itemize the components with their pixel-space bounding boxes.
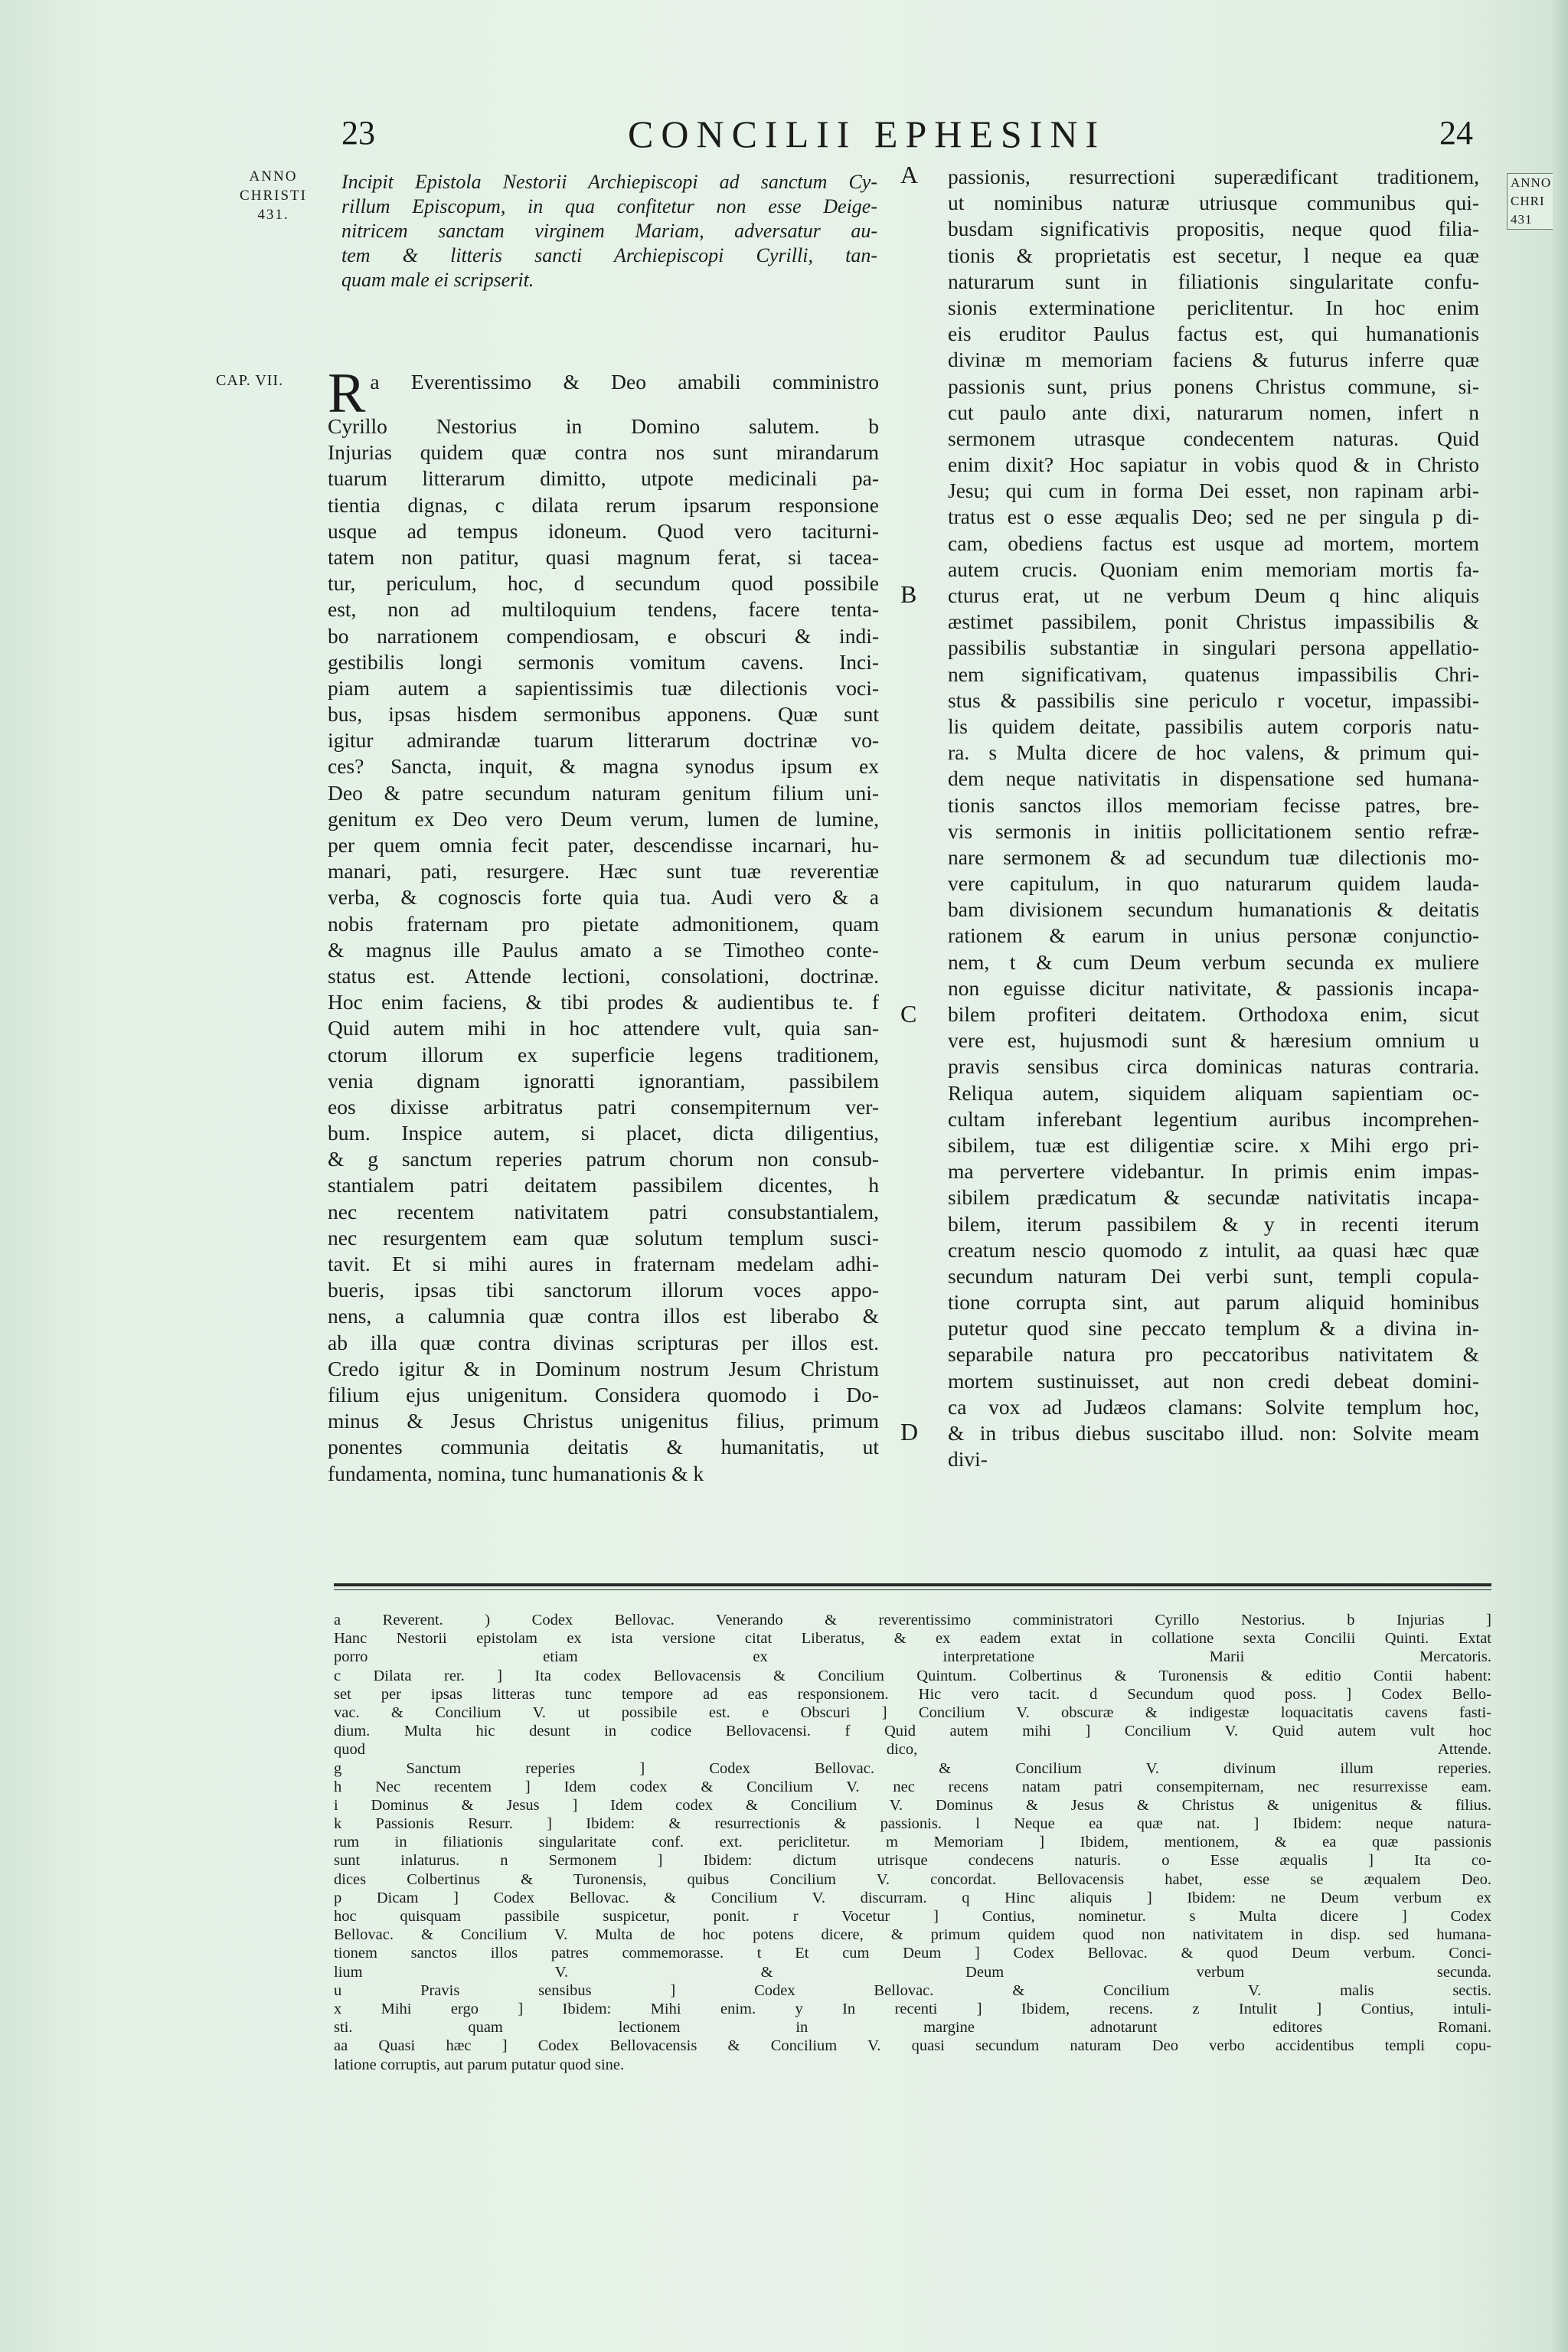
left-column-line-text: bus, ipsas hisdem sermonibus apponens. Quæ sunt — [328, 702, 879, 727]
left-column-line — [328, 963, 879, 989]
left-column-line-text: tavit. Et si mihi aures in fraternam medelam adhi- — [328, 1252, 879, 1276]
footnote-line-text: x Mihi ergo ] Ibidem: Mihi enim. y In recenti ] Ibidem, recens. z Intulit ] Contius, intuli- — [334, 2000, 1491, 2017]
heading-line: quam male ei scripserit. — [341, 269, 534, 291]
right-column-line-text: æstimet passibilem, ponit Christus impassibilis & — [948, 609, 1479, 634]
left-column-line — [328, 884, 879, 910]
right-column-line — [948, 478, 1479, 504]
right-column-line-text: divinæ m memoriam faciens & futurus inferre quæ — [948, 348, 1479, 372]
footnote-line — [334, 1926, 1491, 1944]
right-column-line-text: naturarum sunt in filiationis singularitate confu- — [948, 269, 1479, 293]
right-column-line-text: bam divisionem secundum humanationis & deitatis — [948, 897, 1479, 922]
left-column-line — [328, 1146, 879, 1172]
footnote-line-text: porro etiam ex interpretatione Marii Mercatoris. — [334, 1648, 1491, 1666]
right-column-line — [948, 792, 1479, 818]
left-column-line-text: ab illa quæ contra divinas scripturas per illos est. — [328, 1330, 879, 1354]
footnote-line — [334, 1889, 1491, 1907]
right-column-line-text: cut paulo ante dixi, naturarum nomen, infert n — [948, 400, 1479, 424]
left-column-line-text: fundamenta, nomina, tunc humanationis & k — [328, 1461, 704, 1485]
left-column-line — [328, 1068, 879, 1094]
left-column-line — [328, 675, 879, 701]
left-column-line-text: nec recentem nativitatem patri consubstantialem, — [328, 1199, 879, 1223]
right-column-line-text: passionis, resurrectioni superædificant traditionem, — [948, 165, 1479, 188]
footnote-rule — [334, 1583, 1491, 1586]
right-column-line — [948, 504, 1479, 530]
left-column-line — [328, 780, 879, 806]
left-column-line-text: tientia dignas, c dilata rerum ipsarum responsione — [328, 492, 879, 517]
left-column-line-text: Cyrillo Nestorius in Domino salutem. b — [328, 414, 879, 438]
left-column-line-text: gestibilis longi sermonis vomitum cavens. Inci- — [328, 649, 879, 674]
right-column-line — [948, 609, 1479, 635]
footnote-line — [334, 1759, 1491, 1778]
right-column-line — [948, 1080, 1479, 1106]
footnote-line-text: set per ipsas litteras tunc tempore ad eas responsionem. Hic vero tacit. d Secundum quod poss. ] Codex Bello- — [334, 1685, 1491, 1703]
right-column-line-text: separabile natura pro peccatoribus nativitatem & — [948, 1342, 1479, 1367]
left-column-line-text: status est. Attende lectioni, consolationi, doctrinæ. — [328, 963, 879, 988]
footnote-line-text: dices Colbertinus & Turonensis, quibus Concilium V. concordat. Bellovacensis habet, esse se æqualem Deo. — [334, 1870, 1491, 1888]
left-column-line — [328, 1120, 879, 1146]
footnote-line — [334, 1685, 1491, 1704]
right-column-line — [948, 557, 1479, 583]
right-column-line-text: vis sermonis in initiis pollicitationem sentio refræ- — [948, 818, 1479, 843]
left-column-line-text: tur, periculum, hoc, d secundum quod possibile — [328, 571, 879, 596]
left-column-line-text: bum. Inspice autem, si placet, dicta diligentius, — [328, 1121, 879, 1145]
right-column-line-text: pravis sensibus circa dominicas naturas contraria. — [948, 1054, 1479, 1079]
footnote-line-text: lium V. & Deum verbum secunda. — [334, 1963, 1491, 1981]
right-margin-line: CHRI — [1511, 194, 1545, 208]
right-column-line-text: sermonem utrasque condecentem naturas. Quid — [948, 426, 1479, 450]
right-column-line — [948, 1368, 1479, 1394]
right-column-line-text: secundum naturam Dei verbi sunt, templi copula- — [948, 1263, 1479, 1288]
left-column-line-text: ponentes communia deitatis & humanitatis, ut — [328, 1435, 879, 1459]
running-title: CONCILII EPHESINI — [628, 113, 1106, 155]
right-column-line-text: creatum nescio quomodo z intulit, aa quasi hæc quæ — [948, 1237, 1479, 1262]
right-column-line-text: & in tribus diebus suscitabo illud. non: Solvite meam — [948, 1421, 1479, 1445]
right-column-line-text: lis quidem deitate, passibilis autem corporis natu- — [948, 714, 1479, 738]
right-text-column — [948, 164, 1479, 1472]
right-column-line — [948, 897, 1479, 923]
right-column-line — [948, 190, 1479, 216]
right-column-line — [948, 1184, 1479, 1210]
right-column-line — [948, 714, 1479, 740]
left-column-line-text: manari, pati, resurgere. Hæc sunt tuæ reverentiæ — [328, 859, 879, 884]
right-column-line — [948, 949, 1479, 975]
footnote-line-text: Hanc Nestorii epistolam ex ista versione citat Liberatus, & ex eadem extat in collatione sexta Concilii Quinti. Extat — [334, 1630, 1491, 1648]
left-column-line-text: Quid autem mihi in hoc attendere vult, quia san- — [328, 1016, 879, 1040]
epistle-heading — [341, 170, 877, 292]
right-column-line-text: tione corrupta sint, aut parum aliquid hominibus — [948, 1290, 1479, 1315]
right-column-line — [948, 1446, 1479, 1472]
left-column-line — [328, 544, 879, 570]
right-column-line-text: ra. s Multa dicere de hoc valens, & primum qui- — [948, 740, 1479, 765]
right-column-line — [948, 662, 1479, 688]
left-column-line — [328, 623, 879, 649]
right-column-line — [948, 583, 1479, 609]
left-column-line-text: ces? Sancta, inquit, & magna synodus ipsum ex — [328, 754, 879, 779]
footnote-line-text: rum in filiationis singularitate conf. ext. periclitetur. m Memoriam ] Ibidem, mentionem, & ea quæ passionis — [334, 1834, 1491, 1851]
left-column-line — [328, 439, 879, 466]
left-column-line-text: & magnus ille Paulus amato a se Timotheo conte- — [328, 937, 879, 962]
left-column-line-text: bueris, ipsas tibi sanctorum illorum voces appo- — [328, 1278, 879, 1302]
right-column-line — [948, 1315, 1479, 1341]
right-column-line — [948, 635, 1479, 661]
left-column-line — [328, 492, 879, 518]
right-column-line-text: passibilis substantiæ in singulari persona appellatio- — [948, 635, 1479, 660]
right-column-line — [948, 426, 1479, 452]
right-column-line-text: ca vox ad Judæos clamans: Solvite templum hoc, — [948, 1394, 1479, 1419]
right-column-line — [948, 1263, 1479, 1289]
right-column-line-text: nem significativam, quatenus impassibilis Chri- — [948, 662, 1479, 686]
right-column-line-text: vere capitulum, in quo naturarum quidem lauda- — [948, 871, 1479, 896]
right-column-line-text: autem crucis. Quoniam enim memoriam mortis fa- — [948, 557, 1479, 581]
heading-line: nitricem sanctam virginem Mariam, adversatur au- — [341, 220, 877, 242]
right-column-line-text: bilem, iterum passibilem & y in recenti iterum — [948, 1211, 1479, 1236]
right-column-line-text: rationem & earum in unius personæ conjunctio- — [948, 923, 1479, 948]
right-column-line-text: Jesu; qui cum in forma Dei esset, non rapinam arbi- — [948, 479, 1479, 503]
footnote-line-text: Bellovac. & Concilium V. Multa de hoc potens dicere, & primum quidem quod non nativitatem in disp. sed humana- — [334, 1926, 1491, 1944]
left-column-line-text: a Everentissimo & Deo amabili comministro — [370, 370, 879, 394]
left-column-line — [328, 570, 879, 596]
right-column-line-text: mortem sustinuisset, aut non credi debeat domini- — [948, 1368, 1479, 1393]
left-column-line-text: bo narrationem compendiosam, e obscuri & indi- — [328, 623, 879, 648]
footnote-line-text: a Reverent. ) Codex Bellovac. Venerando & reverentissimo comministratori Cyrillo Nestorius. b Injurias ] — [334, 1612, 1491, 1628]
right-column-line — [948, 295, 1479, 321]
footnote-line — [334, 2037, 1491, 2055]
footnote-line — [334, 1851, 1491, 1870]
footnote-line — [334, 1722, 1491, 1740]
right-column-line-text: tionis sanctos illos memoriam fecisse patres, bre- — [948, 792, 1479, 817]
right-column-line-text: nare sermonem & ad secundum tuæ dilectionis mo- — [948, 844, 1479, 869]
left-column-line-text: Injurias quidem quæ contra nos sunt mirandarum — [328, 440, 879, 465]
footnote-line-text: k Passionis Resurr. ] Ibidem: & resurrectionis & passionis. l Neque ea quæ nat. ] Ibidem: neque natura- — [334, 1815, 1491, 1833]
page-edge — [1553, 0, 1568, 2352]
left-column-line-text: igitur admirandæ tuarum litterarum doctrinæ vo- — [328, 728, 879, 753]
right-column-line — [948, 269, 1479, 295]
left-column-line — [328, 806, 879, 832]
footnote-line — [334, 1944, 1491, 1962]
left-column-line-text: est, non ad multiloquium tendens, facere tenta- — [328, 597, 879, 622]
left-column-line — [328, 1303, 879, 1329]
footnote-line-text: hoc quisquam passibile suspicetur, ponit. r Vocetur ] Contius, nominetur. s Multa dicere ] Codex — [334, 1908, 1491, 1925]
footnote-line — [334, 1815, 1491, 1833]
right-column-line-text: enim dixit? Hoc sapiatur in vobis quod & in Christo — [948, 452, 1479, 477]
right-column-line-text: tionis & proprietatis est secetur, l neque ea quæ — [948, 243, 1479, 267]
footnote-line — [334, 1963, 1491, 1981]
margin-year-line: ANNO — [249, 168, 298, 185]
right-column-line — [948, 1420, 1479, 1446]
left-column-line — [328, 989, 879, 1015]
right-column-line — [948, 531, 1479, 557]
left-column-line — [328, 701, 879, 727]
footnote-line — [334, 1740, 1491, 1759]
right-column-line — [948, 1054, 1479, 1080]
footnote-line — [334, 1796, 1491, 1815]
footnote-line-text: sti. quam lectionem in margine adnotarunt editores Romani. — [334, 2019, 1491, 2037]
right-column-line-text: divi- — [948, 1447, 988, 1472]
footnote-line-text: u Pravis sensibus ] Codex Bellovac. & Concilium V. malis sectis. — [334, 1981, 1491, 1999]
section-letter-b: B — [900, 580, 917, 608]
left-column-line — [328, 1330, 879, 1356]
left-column-line-text: tuarum litterarum dimitto, utpote medicinali pa- — [328, 466, 879, 491]
left-column-line — [328, 1225, 879, 1251]
left-column-line — [328, 1356, 879, 1382]
footnote-line-text: sunt inlaturus. n Sermonem ] Ibidem: dictum utrisque condecens naturis. o Esse æqualis ] Ita co- — [334, 1852, 1491, 1870]
footnote-rule-thin — [334, 1589, 1491, 1590]
right-column-line-text: vere est, hujusmodi sunt & hæresium omnium u — [948, 1028, 1479, 1053]
left-column-line — [328, 1172, 879, 1198]
left-column-line-text: Hoc enim faciens, & tibi prodes & audientibus te. f — [328, 990, 879, 1014]
right-column-line — [948, 1211, 1479, 1237]
left-column-line — [328, 1251, 879, 1277]
right-column-line — [948, 400, 1479, 426]
footnote-line — [334, 1611, 1491, 1629]
right-column-line — [948, 871, 1479, 897]
right-column-line — [948, 818, 1479, 844]
margin-year-note — [216, 167, 331, 224]
left-column-line-text: nens, a calumnia quæ contra illos est liberabo & — [328, 1304, 879, 1328]
right-column-line — [948, 1394, 1479, 1420]
left-column-line — [328, 1461, 879, 1487]
left-column-line — [328, 361, 879, 413]
right-column-line — [948, 688, 1479, 714]
right-column-line — [948, 216, 1479, 242]
heading-line: rillum Episcopum, in qua confitetur non esse Deige- — [341, 195, 877, 217]
left-column-line — [328, 1408, 879, 1434]
footnote-line-text: dium. Multa hic desunt in codice Bellovacensi. f Quid autem mihi ] Concilium V. Quid autem vult hoc — [334, 1723, 1491, 1740]
heading-line: tem & litteris sancti Archiepiscopi Cyrilli, tan- — [341, 244, 877, 266]
footnote-line — [334, 1778, 1491, 1796]
drop-capital: R — [328, 362, 366, 413]
footnote-line-text: h Nec recentem ] Idem codex & Concilium V. nec recens natam patri consempiternam, nec resurrexisse eam. — [334, 1778, 1491, 1795]
footnote-line-text: quod dico, Attende. — [334, 1741, 1491, 1759]
footnote-line — [334, 1667, 1491, 1685]
footnote-line — [334, 1704, 1491, 1722]
footnote-line-text: p Dicam ] Codex Bellovac. & Concilium V. discurram. q Hinc aliquis ] Ibidem: ne Deum verbum ex — [334, 1889, 1491, 1906]
footnote-line — [334, 1648, 1491, 1666]
right-column-line — [948, 740, 1479, 766]
left-column-line — [328, 727, 879, 753]
left-column-line-text: usque ad tempus idoneum. Quod vero taciturni- — [328, 518, 879, 543]
left-column-line-text: stantialem patri deitatem passibilem dicentes, h — [328, 1173, 879, 1197]
footnote-line — [334, 2018, 1491, 2037]
left-column-line — [328, 518, 879, 544]
footnote-line-text: g Sanctum reperies ] Codex Bellovac. & Concilium V. divinum illum reperies. — [334, 1759, 1491, 1777]
right-column-line — [948, 452, 1479, 478]
right-column-line-text: sibilem, tuæ est diligentiæ scire. x Mihi ergo pri- — [948, 1132, 1479, 1157]
left-column-line — [328, 832, 879, 858]
left-column-line — [328, 1094, 879, 1120]
right-column-line — [948, 347, 1479, 373]
right-column-line — [948, 1237, 1479, 1263]
left-text-column — [328, 361, 879, 1487]
left-column-line-text: nobis fraternam pro pietate admonitionem, quam — [328, 911, 879, 936]
section-letter-d: D — [900, 1418, 919, 1446]
left-column-line — [328, 649, 879, 675]
right-column-line-text: passionis sunt, prius ponens Christus commune, si- — [948, 374, 1479, 398]
right-column-line-text: sionis exterminatione periclitentur. In hoc enim — [948, 295, 1479, 319]
right-column-line-text: ut nominibus naturæ utriusque communibus qui- — [948, 191, 1479, 215]
left-column-line-text: venia dignam ignoratti ignorantiam, passibilem — [328, 1068, 879, 1093]
right-column-line — [948, 1027, 1479, 1054]
left-column-line-text: nec resurgentem eam quæ solutum templum susci- — [328, 1225, 879, 1250]
right-column-line-text: busdam significativis propositis, neque quod filia- — [948, 217, 1479, 241]
footnote-line — [334, 2000, 1491, 2018]
left-column-line — [328, 1042, 879, 1068]
footnote-line-text: latione corruptis, aut parum putatur quod sine. — [334, 2056, 625, 2073]
left-column-line — [328, 1277, 879, 1303]
chapter-label: CAP. VII. — [216, 372, 284, 389]
left-column-line-text: minus & Jesus Christus unigenitus filius, primum — [328, 1409, 879, 1433]
footnote-line — [334, 1629, 1491, 1648]
right-column-line-text: cturus erat, ut ne verbum Deum q hinc aliquis — [948, 583, 1479, 607]
right-column-line-text: cultam inferebant legentium auribus incomprehen- — [948, 1106, 1479, 1131]
right-column-line — [948, 766, 1479, 792]
margin-year-line: 431. — [257, 207, 289, 223]
footnote-line-text: i Dominus & Jesus ] Idem codex & Concilium V. Dominus & Jesus & Christus & unigenitus & filius. — [334, 1796, 1491, 1814]
right-column-line-text: Reliqua autem, siquidem aliquam sapientiam oc- — [948, 1080, 1479, 1105]
right-column-line-text: dem neque nativitatis in dispensatione sed humana- — [948, 766, 1479, 791]
footnotes — [334, 1611, 1491, 2074]
footnote-line — [334, 1981, 1491, 2000]
left-column-line-text: ctorum illorum ex superficie legens traditionem, — [328, 1042, 879, 1067]
left-column-line — [328, 466, 879, 492]
footnote-line-text: aa Quasi hæc ] Codex Bellovacensis & Concilium V. quasi secundum naturam Deo verbo accidentibus templi copu- — [334, 2037, 1491, 2055]
right-column-line — [948, 1106, 1479, 1132]
right-page-number: 24 — [1439, 114, 1473, 152]
margin-year-line: CHRISTI — [240, 188, 307, 204]
left-column-line-text: & g sanctum reperies patrum chorum non consub- — [328, 1147, 879, 1171]
right-column-line-text: cam, obediens factus est usque ad mortem, mortem — [948, 531, 1479, 555]
left-column-line — [328, 1434, 879, 1460]
right-column-line-text: eis eruditor Paulus factus est, qui humanationis — [948, 322, 1479, 346]
footnote-line-text: c Dilata rer. ] Ita codex Bellovacensis & Concilium Quintum. Colbertinus & Turonensis & editio Contii habent: — [334, 1667, 1491, 1684]
left-column-line — [328, 596, 879, 622]
left-column-line — [328, 937, 879, 963]
right-column-line — [948, 243, 1479, 269]
left-column-line-text: piam autem a sapientissimis tuæ dilectionis voci- — [328, 675, 879, 700]
right-column-line-text: ma pervertere videbantur. In primis enim impas- — [948, 1159, 1479, 1184]
left-column-line — [328, 1382, 879, 1408]
left-column-line-text: genitum ex Deo vero Deum verum, lumen de lumine, — [328, 806, 879, 831]
section-letter-c: C — [900, 1000, 917, 1027]
right-column-line — [948, 1289, 1479, 1315]
right-column-line-text: non eguisse dicitur nativitate, & passionis incapa- — [948, 975, 1479, 1000]
right-margin-line: ANNO — [1511, 175, 1552, 190]
section-letter-a: A — [900, 161, 919, 188]
right-column-line — [948, 1132, 1479, 1158]
right-column-line — [948, 374, 1479, 400]
left-column-line — [328, 1015, 879, 1041]
right-column-line — [948, 321, 1479, 347]
right-column-line — [948, 164, 1479, 190]
left-page-number: 23 — [341, 114, 375, 152]
right-column-line-text: tratus est o esse æqualis Deo; sed ne per singula p di- — [948, 505, 1479, 529]
footnote-line — [334, 1907, 1491, 1926]
right-column-line — [948, 844, 1479, 871]
right-column-line — [948, 1158, 1479, 1184]
right-column-line-text: stus & passibilis sine periculo r vocetur, impassibi- — [948, 688, 1479, 712]
left-column-line — [328, 858, 879, 884]
left-column-line — [328, 1199, 879, 1225]
footnote-line — [334, 1870, 1491, 1889]
right-column-line — [948, 975, 1479, 1001]
left-column-line-text: Deo & patre secundum naturam genitum filium uni- — [328, 780, 879, 805]
right-column-line-text: sibilem prædicatum & secundæ nativitatis incapa- — [948, 1185, 1479, 1210]
left-column-line — [328, 911, 879, 937]
right-column-line — [948, 1341, 1479, 1367]
left-column-line — [328, 753, 879, 779]
right-column-line — [948, 923, 1479, 949]
footnote-line-text: vac. & Concilium V. ut possibile est. e Obscuri ] Concilium V. obscuræ & indigestæ loquacitatis cavens fasti- — [334, 1704, 1491, 1721]
footnote-line — [334, 2056, 1491, 2074]
footnote-line-text: tionem sanctos illos patres commemorasse. t Et cum Deum ] Codex Bellovac. & quod Deum verbum. Conci- — [334, 1945, 1491, 1962]
footnote-line — [334, 1833, 1491, 1851]
heading-line: Incipit Epistola Nestorii Archiepiscopi ad sanctum Cy- — [341, 171, 877, 193]
left-column-line-text: filium ejus unigenitum. Considera quomodo i Do- — [328, 1382, 879, 1406]
right-margin-line: 431 — [1511, 212, 1533, 227]
right-column-line — [948, 1001, 1479, 1027]
left-column-line — [328, 413, 879, 439]
left-column-line-text: per quem omnia fecit pater, descendisse incarnari, hu- — [328, 833, 879, 857]
right-column-line-text: putetur quod sine peccato templum & a divina in- — [948, 1316, 1479, 1341]
right-column-line-text: nem, t & cum Deum verbum secunda ex muliere — [948, 949, 1479, 974]
left-column-line-text: eos dixisse arbitratus patri consempiternum ver- — [328, 1094, 879, 1119]
left-column-line-text: Credo igitur & in Dominum nostrum Jesum Christum — [328, 1356, 879, 1380]
right-column-line-text: bilem profiteri deitatem. Orthodoxa enim, sicut — [948, 1002, 1479, 1026]
left-column-line-text: verba, & cognoscis forte quia tua. Audi vero & a — [328, 885, 879, 910]
left-column-line-text: tatem non patitur, quasi magnum ferat, si tacea- — [328, 544, 879, 569]
